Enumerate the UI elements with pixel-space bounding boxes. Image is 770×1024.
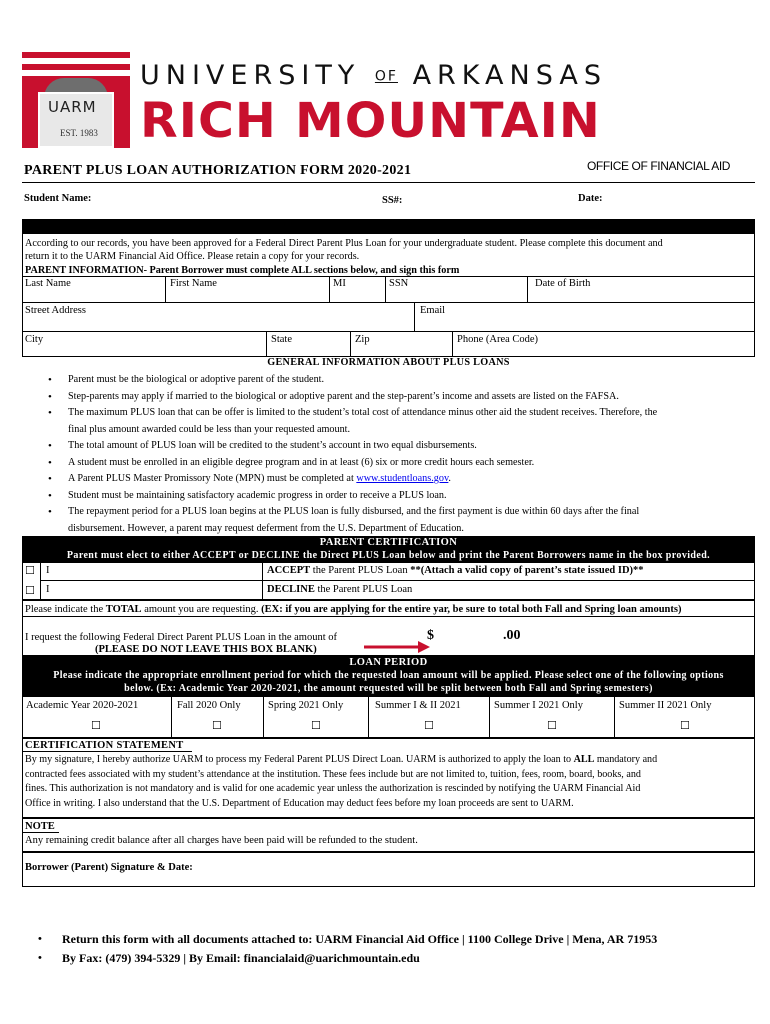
office-name: OFFICE OF FINANCIAL AID	[587, 159, 731, 173]
info-item-continued: disbursement. However, a parent may request deferment from the U.S. Department of Education.	[68, 522, 464, 534]
parent-cert-title: PARENT CERTIFICATION	[319, 537, 458, 548]
intro-line-2: return it to the UARM Financial Aid Office. Please retain a copy for your records.	[25, 251, 360, 262]
option-fall: Fall 2020 Only	[177, 700, 241, 711]
do-not-leave-blank: (PLEASE DO NOT LEAVE THIS BOX BLANK)	[95, 644, 317, 655]
logo-stripe	[22, 58, 130, 64]
accept-checkbox[interactable]: ☐	[25, 564, 35, 577]
option-summer-1: Summer I 2021 Only	[494, 700, 583, 711]
info-item: • The total amount of PLUS loan will be credited to the student’s account in two equal disbursements.	[22, 438, 755, 455]
academic-year-checkbox[interactable]: ☐	[91, 719, 101, 732]
email-field[interactable]: Email	[420, 305, 446, 316]
cert-line-1-pre: By my signature, I hereby authorize UARM to process my Federal Parent PLUS Direct Loan. UARM is authorized to apply the loan to	[25, 754, 574, 765]
date-label: Date:	[578, 193, 603, 204]
option-academic-year: Academic Year 2020-2021	[26, 700, 139, 711]
decline-rest: the Parent PLUS Loan	[314, 584, 413, 595]
option-summer-1-2: Summer I & II 2021	[375, 700, 461, 711]
parent-cert-header	[22, 536, 755, 562]
loan-period-instr-1: Please indicate the appropriate enrollment period for which the requested loan amount will be applied. Please select one of the following options	[53, 670, 724, 681]
info-item: • The maximum PLUS loan that can be offer is limited to the student’s total cost of attendance minus other aid the student receives. Therefore, the	[22, 405, 755, 422]
section-divider-bar	[22, 219, 755, 233]
info-item: • The repayment period for a PLUS loan begins at the PLUS loan is fully disbursed, and the first payment is due within 60 days after the final	[22, 504, 755, 521]
option-spring: Spring 2021 Only	[268, 700, 344, 711]
summer-2-checkbox[interactable]: ☐	[680, 719, 690, 732]
option-summer-2: Summer II 2021 Only	[619, 700, 712, 711]
student-name-label: Student Name:	[24, 193, 92, 204]
city-field[interactable]: City	[25, 334, 44, 345]
decline-checkbox[interactable]: ☐	[25, 584, 35, 597]
accept-rest: the Parent PLUS Loan	[310, 565, 411, 576]
info-item: • A student must be enrolled in an eligible degree program and in at least (6) six or more credit hours each semester.	[22, 455, 755, 472]
info-item: • Step-parents may apply if married to the biological or adoptive parent and the step-parent’s income and assets are listed on the FAFSA.	[22, 389, 755, 406]
loan-period-header	[22, 656, 755, 696]
info-item: • Student must be maintaining satisfactory academic progress in order to receive a PLUS loan.	[22, 488, 755, 505]
campus-name: RICH MOUNTAIN	[140, 93, 601, 149]
loan-period-title: LOAN PERIOD	[349, 657, 428, 668]
logo-stripe	[22, 70, 130, 76]
info-item-continued: final plus amount awarded could be less than your requested amount.	[68, 423, 351, 435]
cert-statement-text	[25, 753, 657, 811]
cert-line-1-post: mandatory and	[594, 754, 658, 765]
university-name-of: OF	[374, 68, 398, 85]
last-name-field[interactable]: Last Name	[25, 278, 71, 289]
accept-name-field[interactable]: I	[46, 565, 50, 576]
summer-1-checkbox[interactable]: ☐	[547, 719, 557, 732]
amount-prompt-example: (EX: if you are applying for the entire yar, be sure to total both Fall and Spring loan amounts)	[261, 604, 682, 615]
first-name-field[interactable]: First Name	[170, 278, 217, 289]
signature-label: Borrower (Parent) Signature & Date:	[25, 862, 193, 873]
zip-field[interactable]: Zip	[355, 334, 370, 345]
cert-line-1	[25, 753, 657, 768]
spring-checkbox[interactable]: ☐	[311, 719, 321, 732]
cert-line-3: fines. This authorization is not mandatory and is valid for one academic year unless the authorization is rescinded by notifying the UARM Financial Aid	[25, 783, 641, 794]
amount-prompt-pre: Please indicate the	[25, 604, 106, 615]
footer-contact-info: • By Fax: (479) 394-5329 | By Email: financialaid@uarichmountain.edu	[36, 949, 756, 968]
summer-1-2-checkbox[interactable]: ☐	[424, 719, 434, 732]
parent-cert-subtitle: Parent must elect to either ACCEPT or DECLINE the Direct PLUS Loan below and print the Parent Borrowers name in the box provided.	[66, 550, 711, 561]
parent-info-heading: PARENT INFORMATION- Parent Borrower must complete ALL sections below, and sign this form	[25, 265, 460, 276]
phone-field[interactable]: Phone (Area Code)	[457, 334, 539, 345]
cert-statement-heading: CERTIFICATION STATEMENT	[25, 740, 184, 751]
decline-word: DECLINE	[267, 584, 315, 595]
footer-return-info: • Return this form with all documents attached to: UARM Financial Aid Office | 1100 College Drive | Mena, AR 71953	[36, 930, 756, 949]
cert-line-1-all: ALL	[573, 754, 595, 765]
amount-prompt-total: TOTAL	[105, 604, 142, 615]
amount-prompt	[25, 603, 681, 616]
cert-line-2: contracted fees associated with my student’s attendance at the institution. These fees include but are not limited to, tuition, fees, room, board, books, and	[25, 768, 641, 780]
amount-cents: .00	[503, 628, 521, 643]
intro-line-1: According to our records, you have been approved for a Federal Direct Parent Plus Loan for your undergraduate student. Please complete this document and	[25, 238, 663, 249]
university-logo-badge	[22, 52, 130, 148]
amount-request-line: I request the following Federal Direct Parent PLUS Loan in the amount of	[25, 632, 338, 643]
dob-field[interactable]: Date of Birth	[535, 278, 591, 289]
university-name	[140, 60, 607, 91]
note-heading: NOTE	[25, 821, 55, 832]
cert-line-4: Office in writing. I also understand that the U.S. Department of Education may deduct fees before my loan proceeds are sent to UARM.	[25, 797, 574, 809]
amount-prompt-mid: amount you are requesting.	[141, 604, 262, 615]
mi-field[interactable]: MI	[333, 278, 346, 289]
accept-note: **(Attach a valid copy of parent’s state issued ID)**	[410, 565, 644, 576]
university-name-line1: UNIVERSITY	[140, 60, 361, 91]
decline-name-field[interactable]: I	[46, 584, 50, 595]
footer	[36, 930, 756, 968]
loan-period-instr-2: below. (Ex: Academic Year 2020-2021, the amount requested will be split between both Fall and Spring semesters)	[124, 683, 653, 694]
state-field[interactable]: State	[271, 334, 292, 345]
logo-badge-text: UARM	[48, 98, 97, 116]
street-address-field[interactable]: Street Address	[25, 305, 86, 316]
note-text: Any remaining credit balance after all charges have been paid will be refunded to the student.	[25, 835, 418, 846]
studentloans-link[interactable]: www.studentloans.gov	[356, 473, 449, 484]
fall-checkbox[interactable]: ☐	[212, 719, 222, 732]
info-item-mpn: • A Parent PLUS Master Promissory Note (MPN) must be completed at www.studentloans.gov.	[22, 471, 755, 488]
form-title: PARENT PLUS LOAN AUTHORIZATION FORM 2020-2021	[24, 163, 412, 178]
dollar-sign: $	[427, 628, 434, 643]
info-item: • Parent must be the biological or adoptive parent of the student.	[22, 372, 755, 389]
mpn-text: A Parent PLUS Master Promissory Note (MPN) must be completed at	[68, 473, 354, 484]
decline-option	[267, 583, 412, 596]
header-rule	[22, 182, 755, 183]
general-info-heading: GENERAL INFORMATION ABOUT PLUS LOANS	[267, 357, 510, 368]
accept-word: ACCEPT	[267, 565, 311, 576]
logo-badge-est: EST. 1983	[60, 128, 98, 138]
university-name-line2: ARKANSAS	[412, 60, 607, 91]
accept-option	[267, 564, 644, 577]
ssn-field[interactable]: SSN	[389, 278, 409, 289]
arrow-right-icon	[364, 640, 432, 654]
ss-label: SS#:	[382, 195, 403, 206]
general-info-list	[22, 372, 755, 537]
loan-amount-input[interactable]	[438, 624, 618, 652]
